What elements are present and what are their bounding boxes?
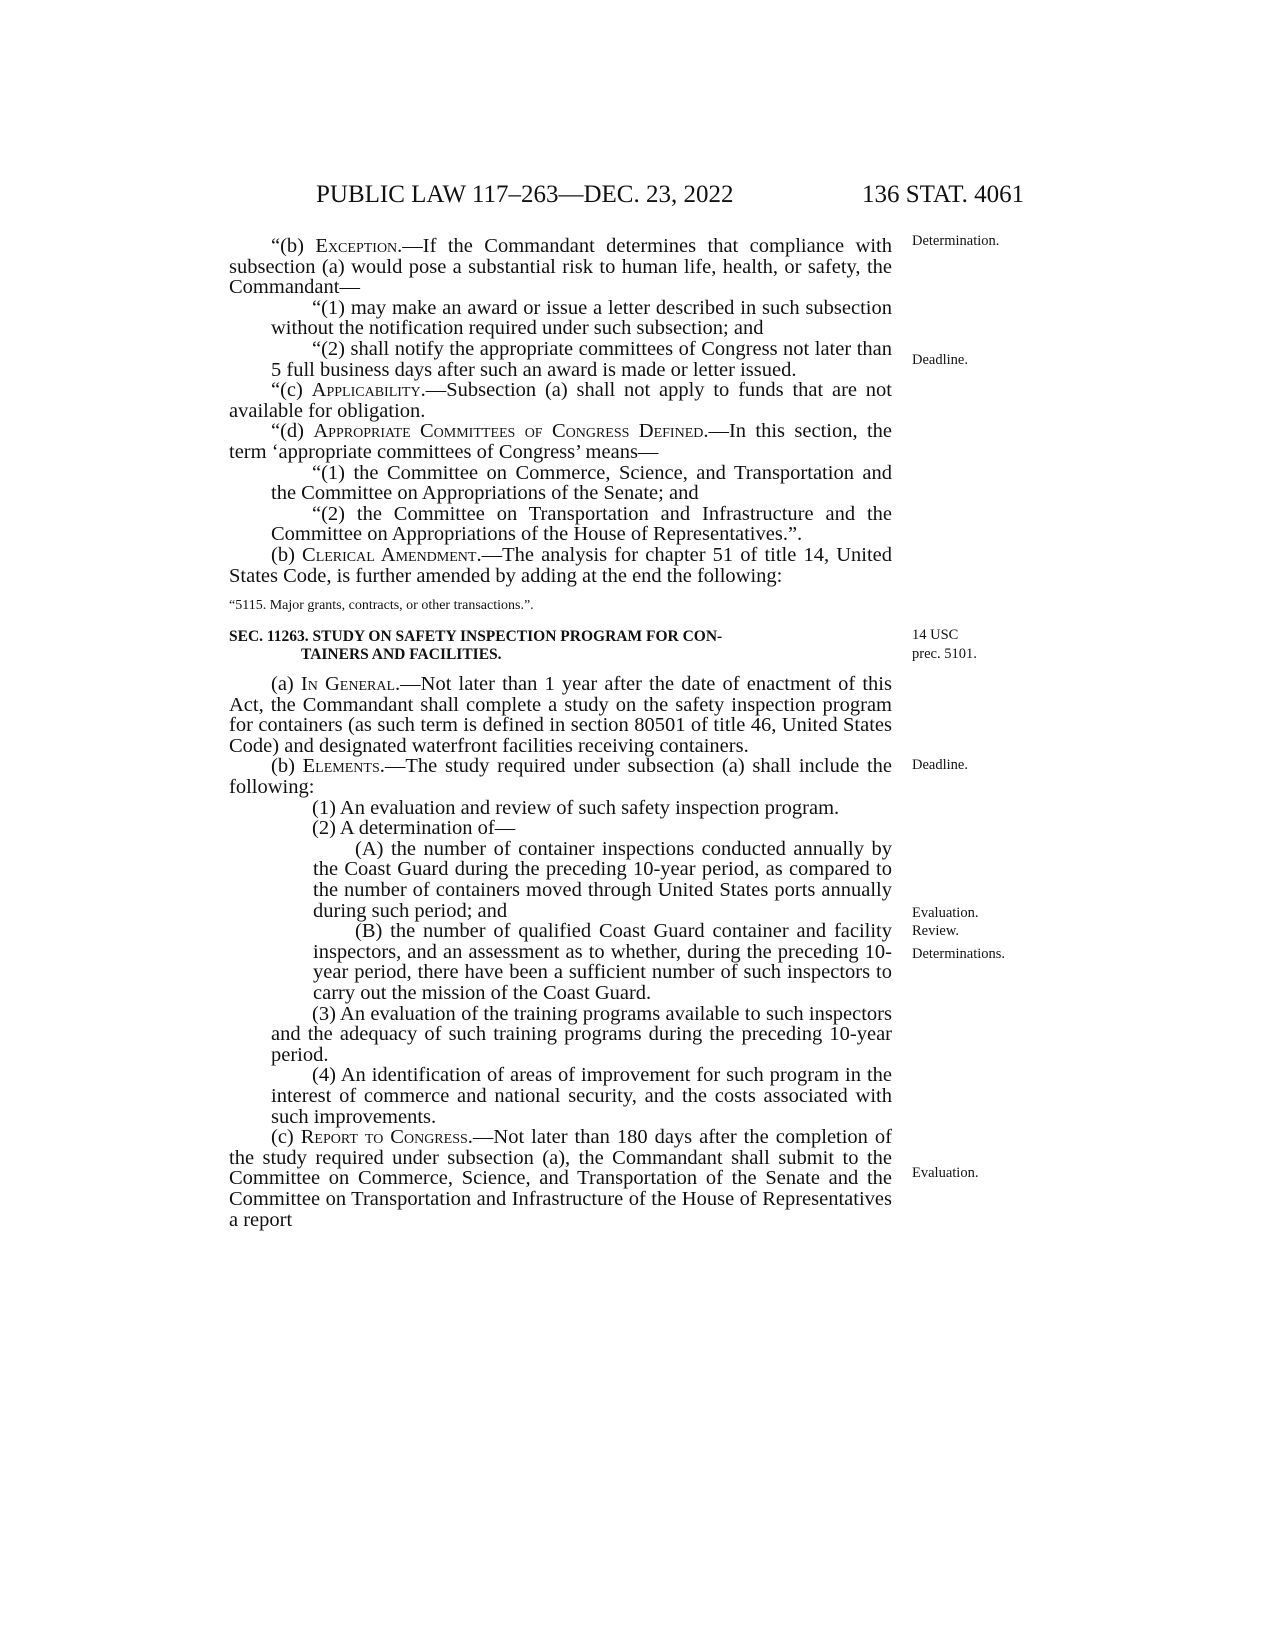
margin-note-evaluation: Evaluation. (912, 1165, 979, 1181)
margin-note-usc-1: 14 USC (912, 627, 959, 643)
element-4: (4) An identification of areas of improvement for such program in the interest of commerce and national security, and the costs associated with such improvements. (271, 1064, 892, 1128)
margin-note-deadline: Deadline. (912, 352, 968, 368)
margin-note-usc-2: prec. 5101. (912, 646, 977, 662)
element-2A: (A) the number of container inspections conducted annually by the Coast Guard during the preceding 10-year period, as compared to the number of containers moved through United States ports annually during such period; and (313, 837, 892, 922)
subsection-c-report: (c) Report to Congress.—Not later than 180 days after the completion of the study required under subsection (a), the Commandant shall submit to the Committee on Commerce, Science, and Transportation of the Senate and the Committee on Transportation and Infrastructure of the House of Representatives a report (229, 1126, 892, 1231)
element-2B: (B) the number of qualified Coast Guard container and facility inspectors, and an assessment as to whether, during the preceding 10-year period, there have been a sufficient number of such inspectors to carry out the mission of the Coast Guard. (313, 920, 892, 1004)
paragraph-d2: “(2) the Committee on Transportation and Infrastructure and the Committee on Appropriations of the House of Representatives.”. (271, 502, 892, 546)
margin-note-review: Review. (912, 923, 959, 939)
section-heading: SEC. 11263. STUDY ON SAFETY INSPECTION PROGRAM FOR CON- TAINERS AND FACILITIES. (229, 628, 723, 664)
margin-note-determination: Determination. (912, 233, 1000, 249)
clerical-amendment: (b) Clerical Amendment.—The analysis for chapter 51 of title 14, United States Code, is further amended by adding at the end the following: (229, 543, 892, 587)
subsection-c-applicability: “(c) Applicability.—Subsection (a) shall not apply to funds that are not available for obligation. (229, 379, 892, 422)
element-3: (3) An evaluation of the training programs available to such inspectors and the adequacy of such training programs during the preceding 10-year period. (271, 1002, 892, 1066)
subsection-b-elements: (b) Elements.—The study required under subsection (a) shall include the following: (229, 755, 892, 799)
margin-note-evaluation: Evaluation. (912, 905, 979, 921)
body-block-1 (229, 236, 892, 1230)
margin-note-deadline: Deadline. (912, 757, 968, 773)
subsection-d-definitions: “(d) Appropriate Committees of Congress Defined.—In this section, the term ‘appropriate committees of Congress’ means— (229, 420, 892, 463)
margin-note-determinations: Determinations. (912, 946, 1006, 962)
paragraph-b2: “(2) shall notify the appropriate committees of Congress not later than 5 full business days after such an award is made or letter issued. (271, 337, 892, 381)
element-1: (1) An evaluation and review of such safety inspection program. (312, 796, 840, 819)
paragraph-d1: “(1) the Committee on Commerce, Science, and Transportation and the Committee on Appropriations of the Senate; and (271, 461, 892, 505)
running-header-title: PUBLIC LAW 117–263—DEC. 23, 2022 (316, 181, 734, 208)
paragraph-b1: “(1) may make an award or issue a letter described in such subsection without the notification required under such subsection; and (271, 296, 892, 340)
subsection-b-exception: “(b) Exception.—If the Commandant determines that compliance with subsection (a) would pose a substantial risk to human life, health, or safety, the Commandant— (229, 235, 892, 299)
element-2: (2) A determination of— (312, 817, 516, 840)
subsection-a-in-general: (a) In General.—Not later than 1 year after the date of enactment of this Act, the Commandant shall complete a study on the safety inspection program for containers (as such term is defined in section 80501 of title 46, United States Code) and designated waterfront facilities receiving containers. (229, 673, 892, 757)
page-number: 136 STAT. 4061 (862, 181, 1025, 208)
analysis-entry: “5115. Major grants, contracts, or other transactions.”. (229, 598, 534, 614)
